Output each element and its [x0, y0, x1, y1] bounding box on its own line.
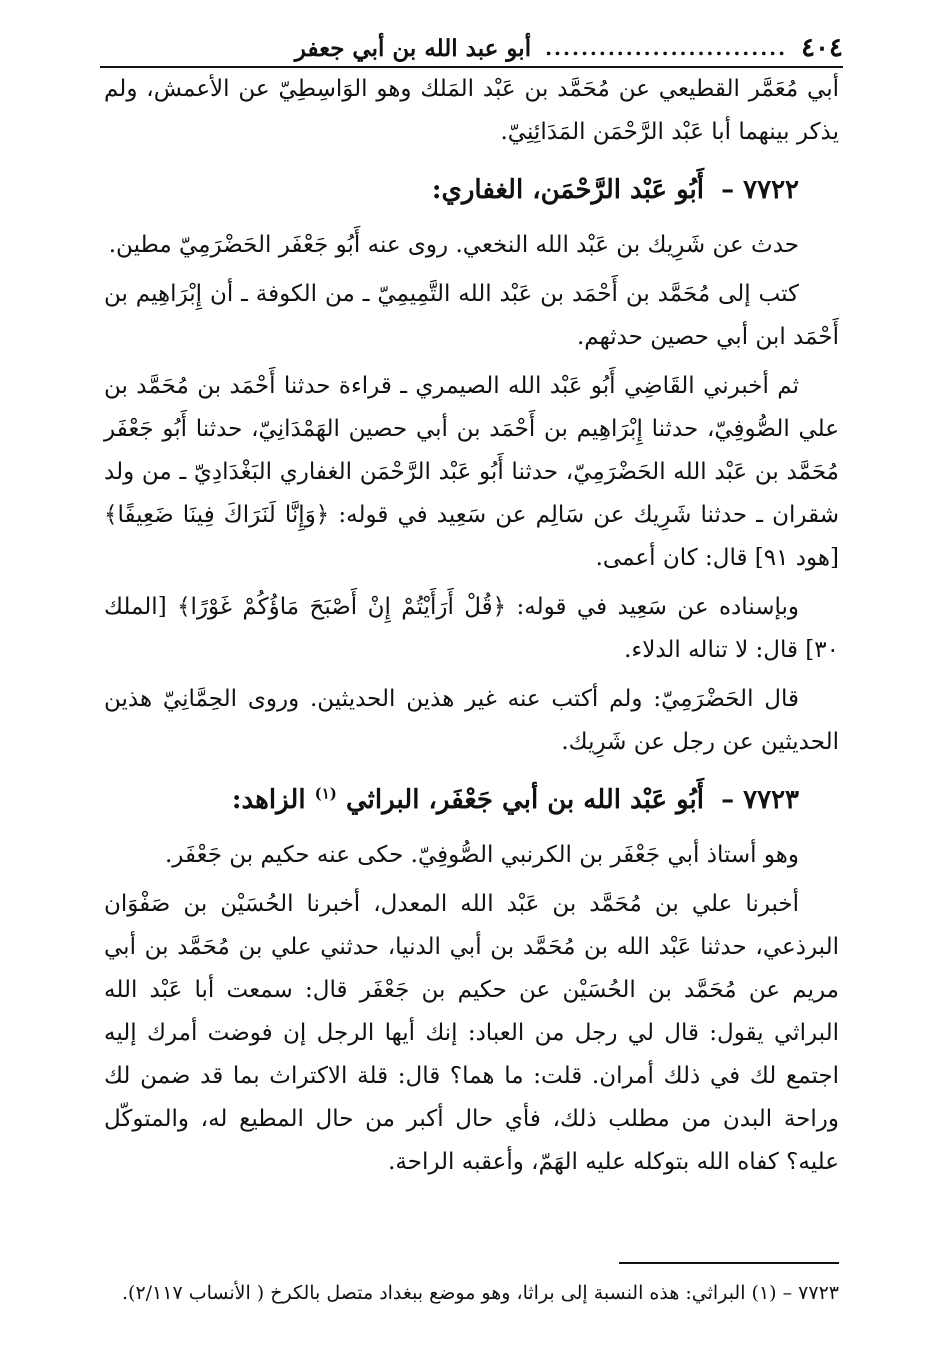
- page-number: ٤٠٤: [801, 33, 843, 63]
- entry-title: أَبُو عَبْد الرَّحْمَن، الغفاري:: [431, 175, 705, 205]
- running-title: أبو عبد الله بن أبي جعفر: [294, 34, 532, 62]
- paragraph: كتب إلى مُحَمَّد بن أَحْمَد بن عَبْد الله التَّمِيمِيّ ـ من الكوفة ـ أن إِبْرَاهِيم بن أَحْمَد ابن أبي حصين حدثهم.: [104, 281, 839, 350]
- footnote-divider: [619, 1262, 839, 1264]
- paragraph: حدث عن شَرِيك بن عَبْد الله النخعي. روى عنه أَبُو جَعْفَر الحَضْرَمِيّ مطين.: [108, 232, 799, 258]
- paragraph: وبإسناده عن سَعِيد في قوله: ﴿قُلْ أَرَأَيْتُمْ إِنْ أَصْبَحَ مَاؤُكُمْ غَوْرًا﴾ [الملك ٣٠] قال: لا تناله الدلاء.: [104, 594, 839, 663]
- paragraph: وهو أستاذ أبي جَعْفَر بن الكرنبي الصُّوفِيّ. حكى عنه حكيم بن جَعْفَر.: [164, 842, 799, 868]
- footnote: ٧٧٢٣ – (١) البراثي: هذه النسبة إلى براثا، وهو موضع ببغداد متصل بالكرخ ( الأنساب ٢/١١٧).: [121, 1282, 839, 1304]
- paragraph: أخبرنا علي بن مُحَمَّد بن عَبْد الله المعدل، أخبرنا الحُسَيْن بن صَفْوَان البرذعي، حدثنا عَبْد الله بن مُحَمَّد بن أبي الدنيا، حدثني علي بن مُحَمَّد بن أبي مريم عن مُحَمَّد بن الحُسَيْن عن حكيم بن جَعْفَر قال: سمعت أبا عَبْد الله البراثي يقول: قال لي رجل من العباد: إنك أيها الرجل إن فوضت أمرك إليه اجتمع لك في ذلك أمران. قلت: ما هما؟ قال: قلة الاكتراث بما قد ضمن لك وراحة البدن من مطلب ذلك، فأي حال أكبر من حال المطيع له، والمتوكّل عليه؟ كفاه الله بتوكله عليه الهَمّ، وأعقبه الراحة.: [104, 891, 839, 1175]
- running-header: [100, 30, 843, 68]
- footnote-reference[interactable]: (١): [314, 784, 337, 803]
- entry-title-tail: الزاهد:: [231, 785, 306, 815]
- entry-heading-7722: [104, 170, 799, 210]
- entry-heading-7723: [104, 780, 799, 820]
- entry-title: أَبُو عَبْد الله بن أبي جَعْفَر، البراثي: [345, 785, 705, 815]
- paragraph: أبي مُعَمَّر القطيعي عن مُحَمَّد بن عَبْد المَلك وهو الوَاسِطِيّ عن الأعمش، ولم يذكر بينهما أبا عَبْد الرَّحْمَن المَدَائِنِيّ.: [104, 76, 839, 145]
- entry-number: ٧٧٢٣ –: [721, 785, 799, 815]
- paragraph: ثم أخبرني القَاضِي أَبُو عَبْد الله الصيمري ـ قراءة حدثنا أَحْمَد بن مُحَمَّد بن علي الصُّوفِيّ، حدثنا إِبْرَاهِيم بن أَحْمَد بن أبي حصين الهَمْدَانِيّ، حدثنا أَبُو جَعْفَر مُحَمَّد بن عَبْد الله الحَضْرَمِيّ، حدثنا أَبُو عَبْد الرَّحْمَن الغفاري البَغْدَادِيّ ـ من ولد شقران ـ حدثنا شَرِيك عن سَالِم عن سَعِيد في قوله: ﴿وَإِنَّا لَنَرَاكَ فِينَا ضَعِيفًا﴾ [هود ٩١] قال: كان أعمى.: [104, 373, 839, 571]
- main-text: [104, 68, 839, 1190]
- paragraph: قال الحَضْرَمِيّ: ولم أكتب عنه غير هذين الحديثين. وروى الحِمَّانِيّ هذين الحديثين عن رجل عن شَرِيك.: [104, 686, 839, 755]
- header-dots: ...........................: [545, 36, 788, 60]
- entry-number: ٧٧٢٢ –: [721, 175, 799, 205]
